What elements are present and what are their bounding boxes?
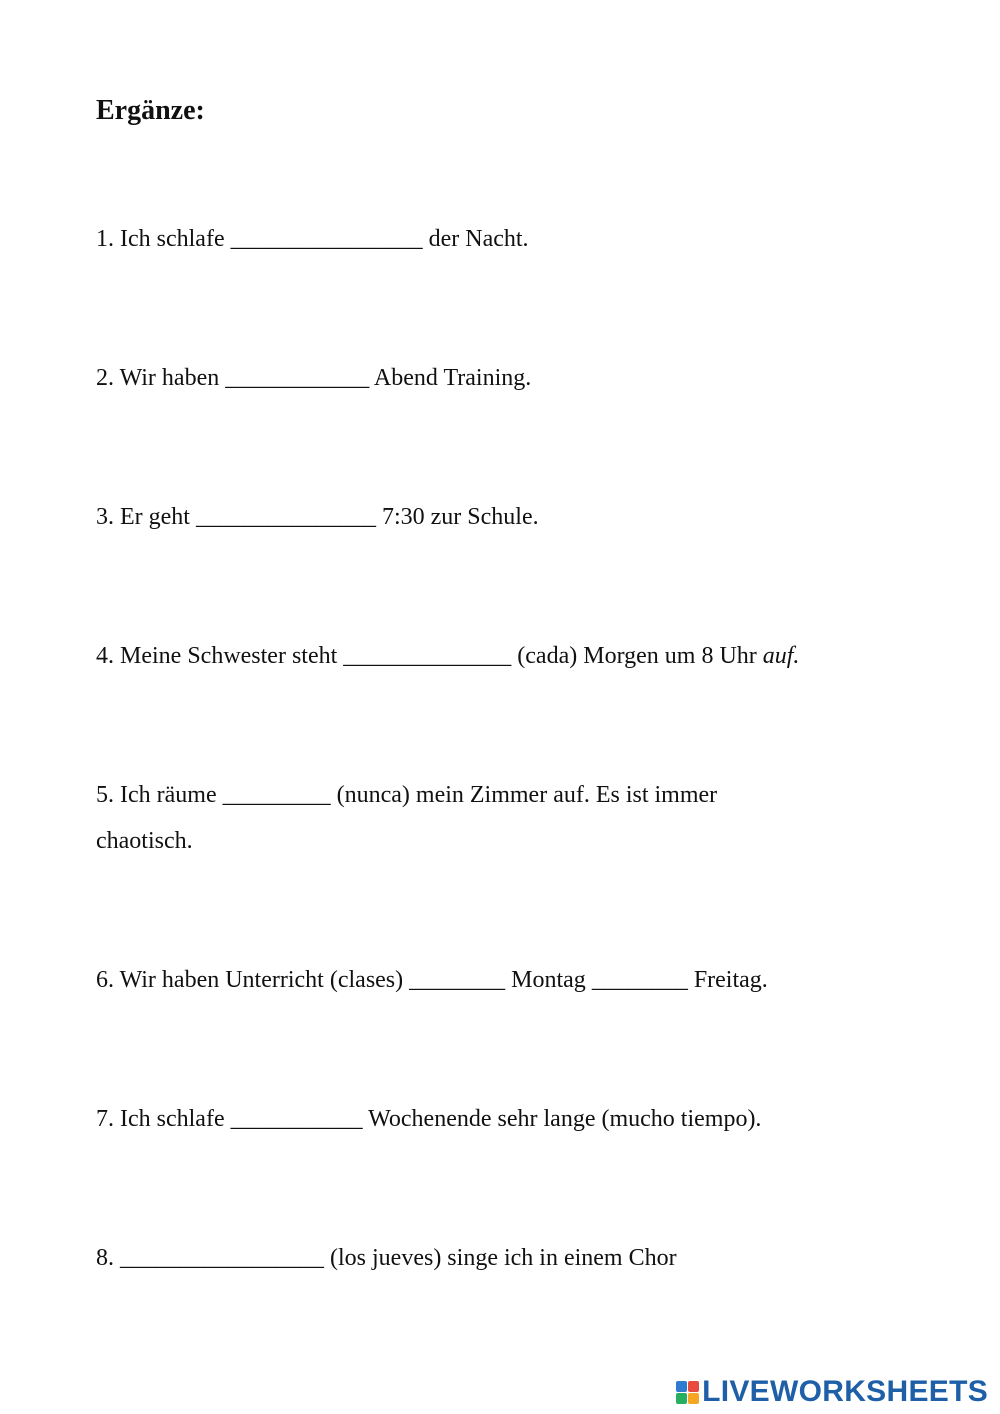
answer-blank[interactable]: _________ <box>222 782 331 808</box>
logo-tile <box>676 1393 687 1404</box>
exercise-text: 6. Wir haben Unterricht (clases) <box>96 967 410 993</box>
exercise-text: 5. Ich räume <box>96 782 223 808</box>
answer-blank[interactable]: ____________ <box>225 365 370 391</box>
exercise-text: Abend Training. <box>369 365 532 391</box>
answer-blank[interactable]: ________ <box>409 967 506 993</box>
exercise-item-6 <box>96 957 768 1003</box>
exercise-text: 3. Er geht <box>96 504 196 530</box>
exercise-item-2 <box>96 355 531 401</box>
exercise-item-5 <box>96 772 816 864</box>
exercise-text-italic: auf. <box>762 643 800 669</box>
exercise-text: 8. <box>96 1245 120 1271</box>
exercise-text: der Nacht. <box>422 226 529 252</box>
exercise-text: (los jueves) singe ich in einem Chor <box>324 1245 677 1271</box>
answer-blank[interactable]: ___________ <box>230 1106 363 1132</box>
exercise-text: 7:30 zur Schule. <box>375 504 539 530</box>
answer-blank[interactable]: _______________ <box>195 504 376 530</box>
exercise-text: 7. Ich schlafe <box>96 1106 231 1132</box>
exercise-text: (cada) Morgen um 8 Uhr <box>511 643 763 669</box>
exercise-text: Montag <box>505 967 592 993</box>
logo-tile <box>688 1381 699 1392</box>
exercise-item-1 <box>96 216 529 262</box>
logo-tile <box>676 1381 687 1392</box>
exercise-text: 1. Ich schlafe <box>96 226 231 252</box>
answer-blank[interactable]: ______________ <box>343 643 512 669</box>
exercise-text: (nunca) mein Zimmer auf. Es ist immer chaotisch. <box>96 782 718 854</box>
exercise-text: 2. Wir haben <box>96 365 226 391</box>
exercise-item-8 <box>96 1235 677 1281</box>
logo-tile <box>688 1393 699 1404</box>
liveworksheets-logo-icon <box>676 1381 699 1404</box>
exercise-item-4 <box>96 633 799 679</box>
liveworksheets-brand <box>676 1376 988 1408</box>
exercise-text: Wochenende sehr lange (mucho tiempo). <box>362 1106 762 1132</box>
answer-blank[interactable]: ________ <box>591 967 688 993</box>
exercise-item-3 <box>96 494 539 540</box>
answer-blank[interactable]: ________________ <box>230 226 423 252</box>
brand-name: LIVEWORKSHEETS <box>702 1375 988 1408</box>
exercise-text: 4. Meine Schwester steht <box>96 643 344 669</box>
worksheet-title: Ergänze: <box>96 95 205 126</box>
exercise-item-7 <box>96 1096 761 1142</box>
exercise-text: Freitag. <box>687 967 768 993</box>
answer-blank[interactable]: _________________ <box>120 1245 324 1271</box>
